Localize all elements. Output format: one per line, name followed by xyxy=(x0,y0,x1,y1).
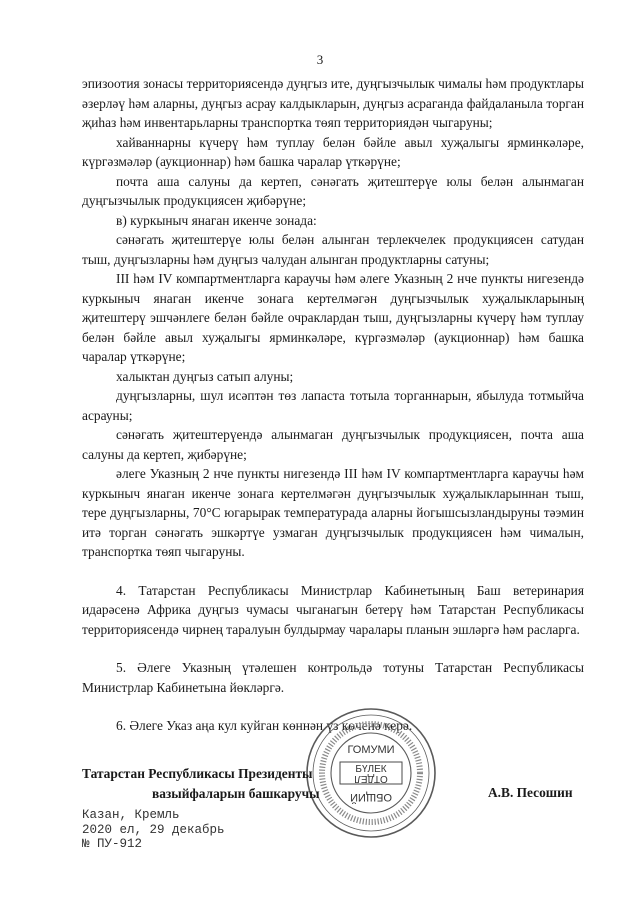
page-number: 3 xyxy=(316,52,324,67)
place: Казан, Кремль xyxy=(82,808,180,822)
stamp-text: ОБЩИЙ xyxy=(350,791,392,803)
stamp-text: ГОМУМИ xyxy=(347,744,395,756)
paragraph: сәнәгать җитештерүе юлы белән алынган терлекчелек продукциясен сатудан тыш, дуңгызларны һәм дуңгыз чалудан алынган продуктларны сатуны; xyxy=(82,232,584,267)
paragraph: дуңгызларны, шул исәптән төз лапаста тотыла торганнарын, ябылуда тотмыйча асрауны; xyxy=(82,388,584,423)
paragraph: халыктан дуңгыз сатып алуны; xyxy=(116,368,294,384)
signatory-title xyxy=(82,764,320,804)
signatory-name: А.В. Песошин xyxy=(488,785,573,800)
signatory-title-line: вазыйфаларын башкаручы xyxy=(152,786,320,801)
paragraph: әлеге Указның 2 нче пункты нигезендә III һәм IV компартментларга караучы һәм куркыныч янаган икенче зонага кертелмәгән дуңгызчылык хуҗалыкларыннан тыш, тере дуңгызларны, 70°С югарырак температурада аларны йогышсызландыруны тәэмин итә торган сәнәгать эшкәртүе узмаган дуңгызчылык продукциясен һәм чималын, транспортка төяп чыгаруны. xyxy=(82,466,584,559)
paragraph: в) куркыныч янаган икенче зонада: xyxy=(116,212,317,228)
paragraph: хайваннарны күчерү һәм туплау белән бәйле авыл хуҗалыгы ярминкәләре, күргәзмәләр (аукционнар) һәм башка чаралар үткәрүне; xyxy=(82,134,584,169)
document-body xyxy=(82,74,584,736)
paragraph: почта аша салуны да кертеп, сәнәгать җитештерүе юлы белән алынмаган дуңгызчылык продукциясен җибәрүне; xyxy=(82,173,584,208)
stamp-text: БҮЛЕК xyxy=(355,764,387,775)
date: 2020 ел, 29 декабрь xyxy=(82,822,225,837)
place-date-block xyxy=(82,808,225,852)
paragraph-item-6: 6. Әлеге Указ аңа кул куйган көннән үз көченә керә. xyxy=(116,718,413,733)
paragraph-item-4: 4. Татарстан Республикасы Министрлар Кабинетының Баш ветеринария идарәсенә Африка дуңгыз чумасы чыганагын бетерү һәм Татарстан Республикасы территориясендә чирнең таралуын булдырмау чаралары планын эшләргә һәм расларга. xyxy=(82,582,584,637)
paragraph: эпизоотия зонасы территориясендә дуңгыз ите, дуңгызчылык чималы һәм продуктлары әзерләү һәм аларны, дуңгыз асрау калдыкларын, дуңгыз асраганда файдаланыла торган җиһаз һәм инвентарьларны транспортка төяп территориядән чыгаруны; xyxy=(82,76,584,130)
paragraph-item-5: 5. Әлеге Указның үтәлешен контрольдә тотуны Татарстан Республикасы Министрлар Кабинетына йөкләргә. xyxy=(82,660,584,695)
paragraph: сәнәгать җитештерүендә алынмаган дуңгызчылык продукциясен, почта аша салуны да кертеп, җибәрүне; xyxy=(82,427,584,462)
stamp-text: ОТДЕЛ xyxy=(354,773,388,784)
signatory-title-line: Татарстан Республикасы Президенты xyxy=(82,766,313,781)
official-stamp xyxy=(304,706,438,840)
decree-number: № ПУ-912 xyxy=(82,837,143,851)
paragraph: III һәм IV компартментларга караучы һәм әлеге Указның 2 нче пункты нигезендә куркыныч янаган икенче зонага кертелмәгән дуңгызчылык хуҗалыкларының җитештерү эшчәнлеге белән бәйле очраклардан тыш, дуңгызларны күчерү һәм туплау белән бәйле авыл хуҗалыгы ярминкәләре, күргәзмәләр (аукционнар) һәм башка чаралар үткәрүне; xyxy=(82,271,584,364)
